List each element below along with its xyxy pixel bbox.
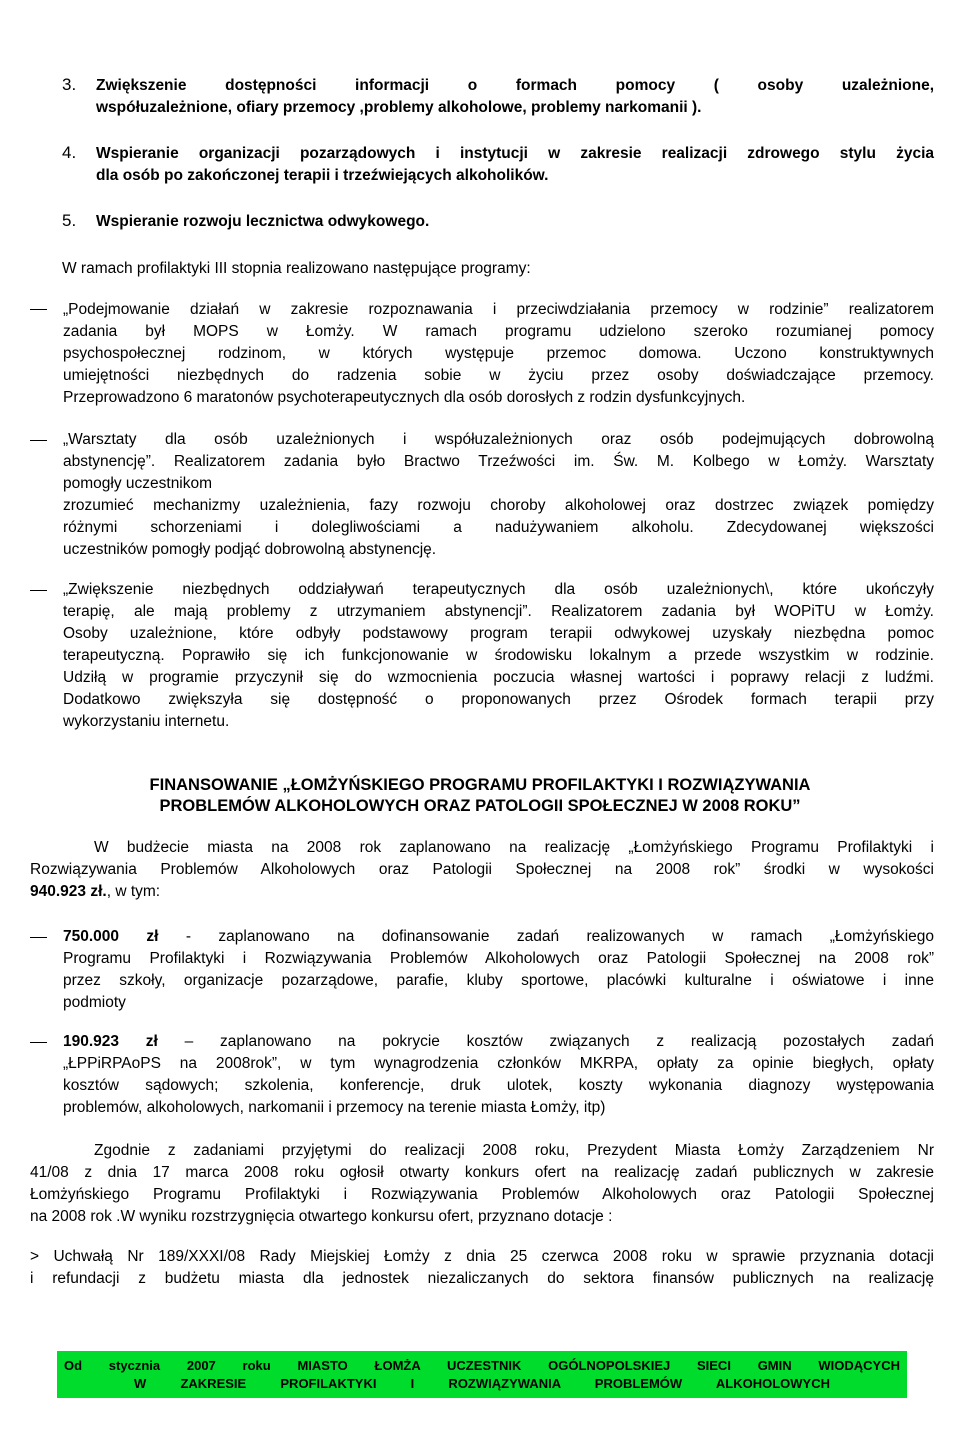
allocation-amount: 750.000 zł [63, 928, 159, 945]
budget-paragraph: W budżecie miasta na 2008 rok zaplanowano na realizację „Łomżyńskiego Programu Profilaktyki i Rozwiązywania Problemów Alkoholowych oraz Patologii Społecznej na 2008 rok” środki w wysokości 940.923 zł., w tym: [30, 839, 934, 900]
list-item: Wspieranie rozwoju lecznictwa odwykowego. [96, 213, 430, 230]
allocation-amount: 190.923 zł [63, 1033, 158, 1050]
allocation-item: 750.000 zł - zaplanowano na dofinansowanie zadań realizowanych w ramach „Łomżyńskiego Programu Profilaktyki i Rozwiązywania Problemów Alkoholowych oraz Patologii Społecznej na 2008 rok” przez szkoły, organizacje pozarządowe, parafie, kluby sportowe, placówki kulturalne i oświatowe i inne podmioty [63, 928, 934, 1011]
dash-bullet [30, 1042, 47, 1043]
dash-bullet [30, 937, 47, 938]
intro-text: W ramach profilaktyki III stopnia realizowano następujące programy: [62, 260, 531, 277]
list-number: 3. [62, 75, 77, 94]
section-heading: FINANSOWANIE „ŁOMŻYŃSKIEGO PROGRAMU PROFILAKTYKI I ROZWIĄZYWANIA PROBLEMÓW ALKOHOLOWYCH ORAZ PATOLOGII SPOŁECZNEJ W 2008 ROKU” [149, 776, 811, 815]
dash-bullet [30, 440, 47, 441]
list-number: 5. [62, 211, 77, 230]
program-item: „Podejmowanie działań w zakresie rozpoznawania i przeciwdziałania przemocy w rodzinie” realizatorem zadania był MOPS w Łomży. W ramach programu udzielono szeroko rozumianej pomocy psychospołecznej rodzinom, w których występuje przemoc domowa. Uczono konstruktywnych umiejętności niezbędnych do radzenia sobie w życiu przez osoby doświadczające przemocy. Przeprowadzono 6 maratonów psychoterapeutycznych dla osób dorosłych z rodzin dysfunkcyjnych. [63, 301, 934, 406]
program-item: „Warsztaty dla osób uzależnionych i współuzależnionych oraz osób podejmujących dobrowolną abstynencję”. Realizatorem zadania było Bractwo Trzeźwości im. Św. M. Kolbego w Łomży. Warsztaty pomogły uczestnikom zrozumieć mechanizmy uzależnienia, fazy rozwoju choroby alkoholowej oraz dostrzec związek pomiędzy różnymi schorzeniami i dolegliwościami a nadużywaniem alkoholu. Zdecydowanej większości uczestników pomogły podjąć dobrowolną abstynencję. [63, 431, 934, 558]
program-item: „Zwiększenie niezbędnych oddziaływań terapeutycznych dla osób uzależnionych\, które ukończyły terapię, ale mają problemy z utrzymaniem abstynencji”. Realizatorem zadania był WOPiTU w Łomży. Osoby uzależnione, które odbyły podstawowy program terapii odwykowej uzyskały niezbędna pomoc terapeutyczną. Poprawiło się ich funkcjonowanie w środowisku lokalnym a przede wszystkim w rodzinie. Udziłą w programie przyczynił się do wzmocnienia poczucia własnej wartości i poprawy relacji z ludźmi. Dodatkowo zwiększyła się dostępność o proponowanych przez Ośrodek formach terapii przy wykorzystaniu internetu. [63, 581, 934, 730]
dash-bullet [30, 309, 47, 310]
decision-paragraph: Zgodnie z zadaniami przyjętymi do realizacji 2008 roku, Prezydent Miasta Łomży Zarządzeniem Nr 41/08 z dnia 17 marca 2008 roku ogłosił otwarty konkurs ofert na realizację zadań publicznych w zakresie Łomżyńskiego Programu Profilaktyki i Rozwiązywania Problemów Alkoholowych oraz Patologii Społecznej na 2008 rok .W wyniku rozstrzygnięcia otwartego konkursu ofert, przyznano dotacje : [30, 1142, 934, 1225]
list-item: Zwiększenie dostępności informacji o formach pomocy ( osoby uzależnione, współuzależnione, ofiary przemocy ,problemy alkoholowe, problemy narkomanii ). [96, 77, 934, 116]
allocation-item: 190.923 zł – zaplanowano na pokrycie kosztów związanych z realizacją pozostałych zadań „ŁPPiRPAoPS na 2008rok”, w tym wynagrodzenia członków MKRPA, opłaty za opinie biegłych, opłaty kosztów sądowych; szkolenia, konferencje, druk ulotek, koszty wykonania diagnozy występowania problemów, alkoholowych, narkomanii i przemocy na terenie miasta Łomży, itp) [63, 1033, 934, 1116]
dash-bullet [30, 590, 47, 591]
budget-amount: 940.923 zł. [30, 883, 107, 900]
footer-banner: Od stycznia 2007 roku MIASTO ŁOMŻA UCZESTNIK OGÓLNOPOLSKIEJ SIECI GMIN WIODĄCYCH W ZAKRESIE PROFILAKTYKI I ROZWIĄZYWANIA PROBLEMÓW ALKOHOLOWYCH [57, 1351, 907, 1398]
list-number: 4. [62, 143, 77, 162]
resolution-paragraph: > Uchwałą Nr 189/XXXI/08 Rady Miejskiej Łomży z dnia 25 czerwca 2008 roku w sprawie przyznania dotacji i refundacji z budżetu miasta dla jednostek niezaliczanych do sektora finansów publicznych na realizację [30, 1248, 934, 1287]
list-item: Wspieranie organizacji pozarządowych i instytucji w zakresie realizacji zdrowego stylu życia dla osób po zakończonej terapii i trzeźwiejących alkoholików. [96, 145, 934, 184]
